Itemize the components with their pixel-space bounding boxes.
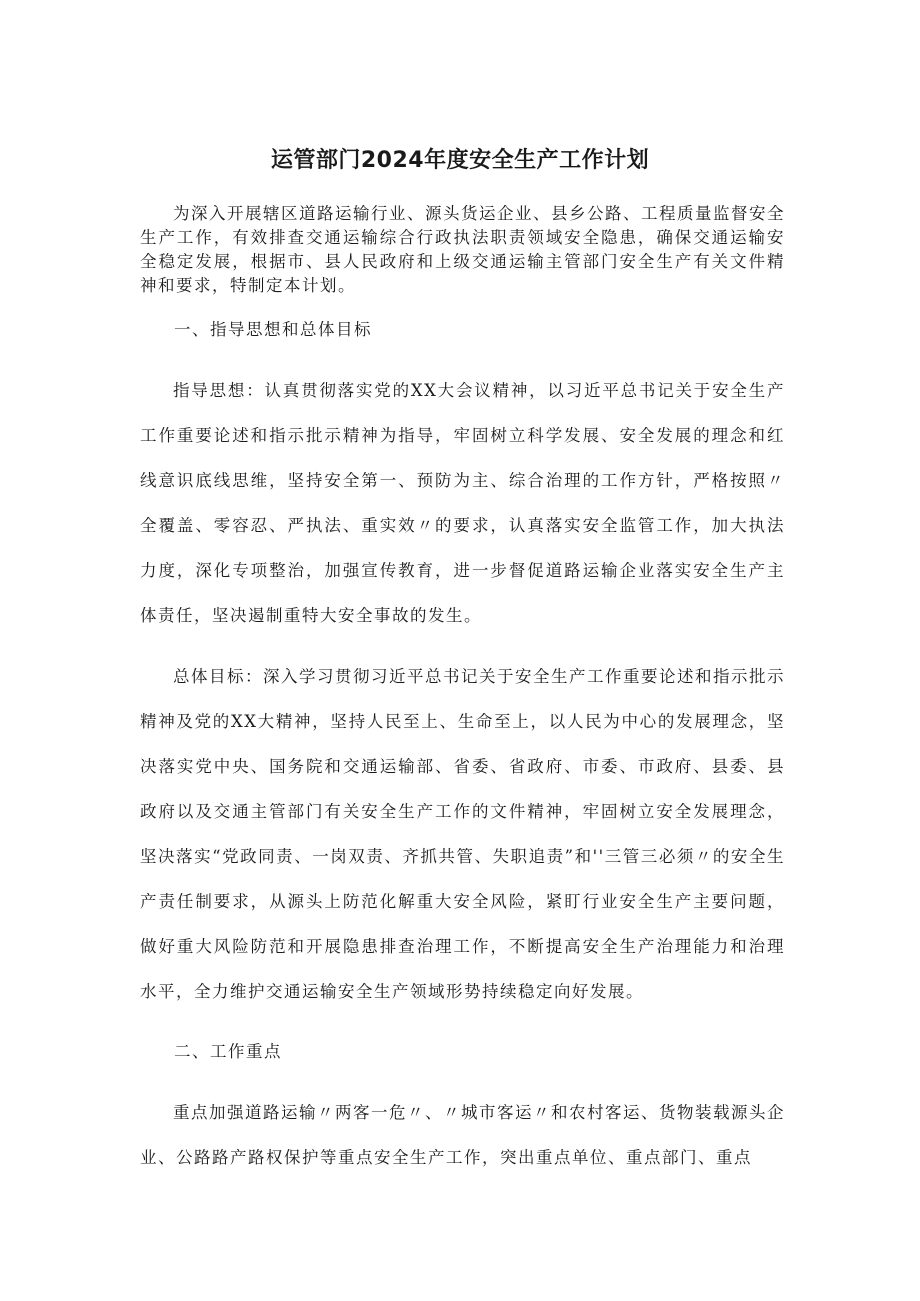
section-heading-work-focus: 二、工作重点 xyxy=(174,1042,282,1061)
work-focus-paragraph: 重点加强道路运输〃两客一危〃、〃城市客运〃和农村客运、货物装载源头企业、公路路产路权保护等重点安全生产工作，突出重点单位、重点部门、重点 xyxy=(140,1103,785,1167)
intro-paragraph: 为深入开展辖区道路运输行业、源头货运企业、县乡公路、工程质量监督安全生产工作，有效排查交通运输综合行政执法职责领域安全隐患，确保交通运输安全稳定发展，根据市、县人民政府和上级交通运输主管部门安全生产有关文件精神和要求，特制定本计划。 xyxy=(140,204,785,295)
section-heading-guiding-and-goals: 一、指导思想和总体目标 xyxy=(174,320,372,339)
document-title: 运管部门2024年度安全生产工作计划 xyxy=(270,148,650,173)
guiding-thought-paragraph: 指导思想：认真贯彻落实党的XX大会议精神，以习近平总书记关于安全生产工作重要论述和指示批示精神为指导，牢固树立科学发展、安全发展的理念和红线意识底线思维，坚持安全第一、预防为主、综合治理的工作方针，严格按照〃全覆盖、零容忍、严执法、重实效〃的要求，认真落实安全监管工作，加大执法力度，深化专项整治，加强宣传教育，进一步督促道路运输企业落实安全生产主体责任，坚决遏制重特大安全事故的发生。 xyxy=(140,381,785,625)
overall-goal-paragraph: 总体目标：深入学习贯彻习近平总书记关于安全生产工作重要论述和指示批示精神及党的XX大精神，坚持人民至上、生命至上，以人民为中心的发展理念，坚决落实党中央、国务院和交通运输部、省委、省政府、市委、市政府、县委、县政府以及交通主管部门有关安全生产工作的文件精神，牢固树立安全发展理念，坚决落实“党政同责、一岗双责、齐抓共管、失职追责”和''三管三必须〃的安全生产责任制要求，从源头上防范化解重大安全风险，紧盯行业安全生产主要问题，做好重大风险防范和开展隐患排查治理工作，不断提高安全生产治理能力和治理水平，全力维护交通运输安全生产领域形势持续稳定向好发展。 xyxy=(140,667,785,1001)
